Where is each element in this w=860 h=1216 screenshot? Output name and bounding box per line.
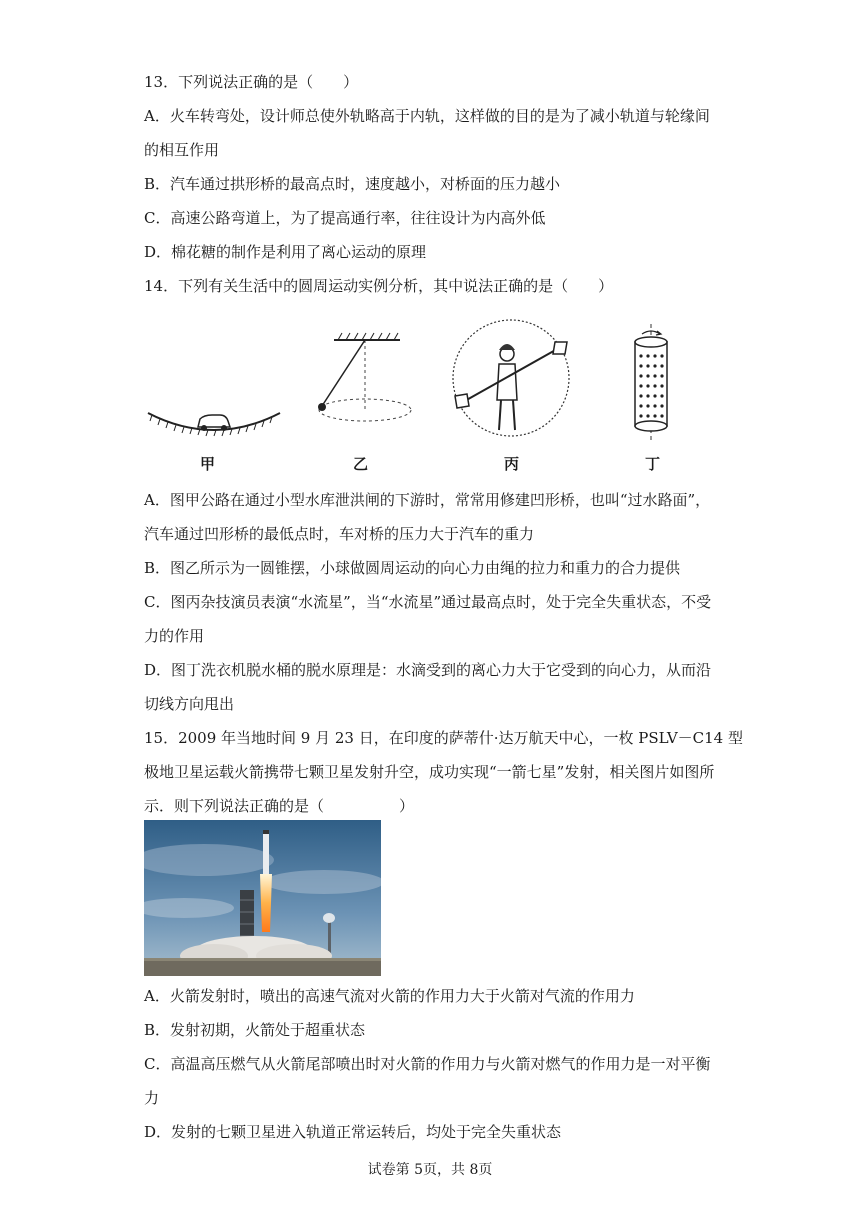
- q15-option-c-line1: C．高温高压燃气从火箭尾部喷出时对火箭的作用力与火箭对燃气的作用力是一对平衡: [144, 1055, 711, 1073]
- q14-option-d-line1: D．图丁洗衣机脱水桶的脱水原理是：水滴受到的离心力大于它受到的向心力，从而沿: [144, 661, 712, 679]
- q14-option-c-line1: C．图丙杂技演员表演“水流星”，当“水流星”通过最高点时，处于完全失重状态，不受: [144, 593, 712, 611]
- q13-option-d: D．棉花糖的制作是利用了离心运动的原理: [144, 243, 427, 261]
- q14-stem: 14．下列有关生活中的圆周运动实例分析，其中说法正确的是（ ）: [144, 277, 614, 295]
- q14-option-a-line1: A．图甲公路在通过小型水库泄洪闸的下游时，常常用修建凹形桥，也叫“过水路面”，: [144, 491, 711, 509]
- page-footer: 试卷第 5页，共 8页: [367, 1162, 493, 1178]
- figure-label-jia: 甲: [200, 455, 216, 473]
- q14-option-a-line2: 汽车通过凹形桥的最低点时，车对桥的压力大于汽车的重力: [144, 525, 535, 543]
- figure-label-yi: 乙: [353, 455, 369, 473]
- q15-option-a: A．火箭发射时，喷出的高速气流对火箭的作用力大于火箭对气流的作用力: [144, 987, 635, 1005]
- q13-option-c: C．高速公路弯道上，为了提高通行率，往往设计为内高外低: [144, 209, 546, 227]
- q15-stem-line2: 极地卫星运载火箭携带七颗卫星发射升空，成功实现“一箭七星”发射，相关图片如图所: [144, 763, 715, 781]
- figure-label-ding: 丁: [645, 455, 661, 473]
- q13-option-a-line1: A．火车转弯处，设计师总使外轨略高于内轨，这样做的目的是为了减小轨道与轮缘间: [144, 107, 710, 125]
- q15-option-b: B．发射初期，火箭处于超重状态: [144, 1021, 366, 1039]
- q15-option-d: D．发射的七颗卫星进入轨道正常运转后，均处于完全失重状态: [144, 1123, 562, 1141]
- q14-option-d-line2: 切线方向甩出: [144, 695, 235, 713]
- q14-option-b: B．图乙所示为一圆锥摆，小球做圆周运动的向心力由绳的拉力和重力的合力提供: [144, 559, 681, 577]
- water-meteor-performer-figure: [447, 316, 577, 440]
- concave-bridge-car-figure: [146, 395, 282, 443]
- q13-stem: 13．下列说法正确的是（ ）: [144, 73, 359, 91]
- q15-stem-line1: 15．2009 年当地时间 9 月 23 日，在印度的萨蒂什·达万航天中心，一枚 PSLV－C14 型: [144, 729, 743, 747]
- conical-pendulum-figure: [310, 328, 420, 443]
- rocket-launch-photo: [144, 820, 381, 976]
- q15-option-c-line2: 力: [144, 1089, 160, 1107]
- q15-stem-line3: 示．则下列说法正确的是（ ）: [144, 797, 415, 815]
- spin-dryer-drum-figure: [628, 322, 674, 446]
- figure-label-bing: 丙: [504, 455, 520, 473]
- q13-option-a-line2: 的相互作用: [144, 141, 220, 159]
- q13-option-b: B．汽车通过拱形桥的最高点时，速度越小，对桥面的压力越小: [144, 175, 561, 193]
- q14-option-c-line2: 力的作用: [144, 627, 205, 645]
